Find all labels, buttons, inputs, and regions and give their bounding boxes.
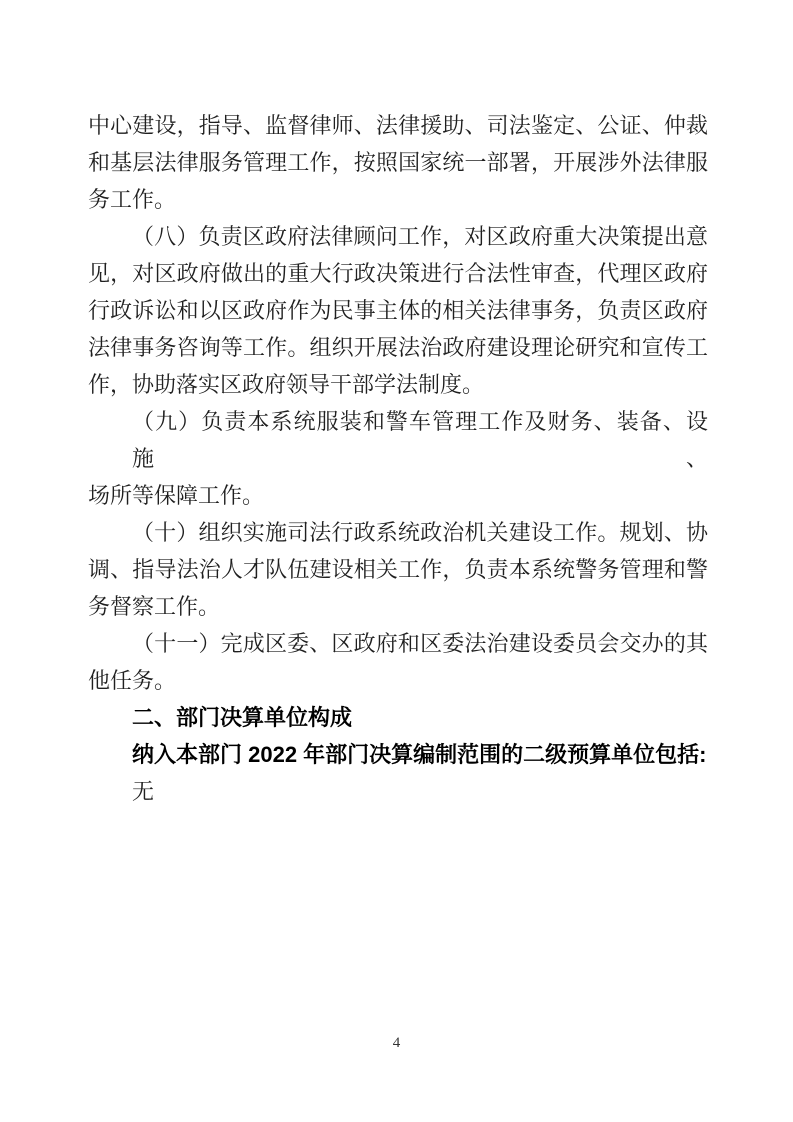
text-line: 中心建设，指导、监督律师、法律援助、司法鉴定、公证、仲裁 — [88, 113, 708, 138]
document-body — [88, 107, 708, 810]
text-line: （十一）完成区委、区政府和区委法治建设委员会交办的其 — [132, 631, 708, 656]
text-line: 行政诉讼和以区政府作为民事主体的相关法律事务，负责区政府 — [88, 298, 708, 323]
text-line: 无 — [132, 779, 155, 804]
text-line: 务督察工作。 — [88, 594, 221, 619]
text-line: 场所等保障工作。 — [88, 483, 265, 508]
text-line: 调、指导法治人才队伍建设相关工作，负责本系统警务管理和警 — [88, 557, 708, 582]
page-number: 4 — [392, 1035, 401, 1051]
text-line: 务工作。 — [88, 187, 177, 212]
text-line: 纳入本部门 2022 年部门决算编制范围的二级预算单位包括: — [132, 742, 707, 767]
text-line: （十）组织实施司法行政系统政治机关建设工作。规划、协 — [132, 520, 708, 545]
text-line: 和基层法律服务管理工作，按照国家统一部署，开展涉外法律服 — [88, 150, 708, 175]
text-line: 法律事务咨询等工作。组织开展法治政府建设理论研究和宣传工 — [88, 335, 708, 360]
para-item-11 — [88, 625, 708, 699]
para-continued-duties — [88, 107, 708, 218]
heading-section-2 — [88, 699, 708, 736]
para-none — [88, 773, 708, 810]
text-line: 他任务。 — [88, 668, 177, 693]
para-item-9 — [88, 403, 708, 514]
text-line: （九）负责本系统服装和警车管理工作及财务、装备、设施、 — [132, 409, 708, 471]
text-line: 二、部门决算单位构成 — [132, 705, 353, 730]
text-line: （八）负责区政府法律顾问工作，对区政府重大决策提出意 — [132, 224, 708, 249]
para-budget-scope — [88, 736, 708, 773]
para-item-10 — [88, 514, 708, 625]
text-line: 作，协助落实区政府领导干部学法制度。 — [88, 372, 485, 397]
text-line: 见，对区政府做出的重大行政决策进行合法性审查，代理区政府 — [88, 261, 708, 286]
para-item-8 — [88, 218, 708, 403]
